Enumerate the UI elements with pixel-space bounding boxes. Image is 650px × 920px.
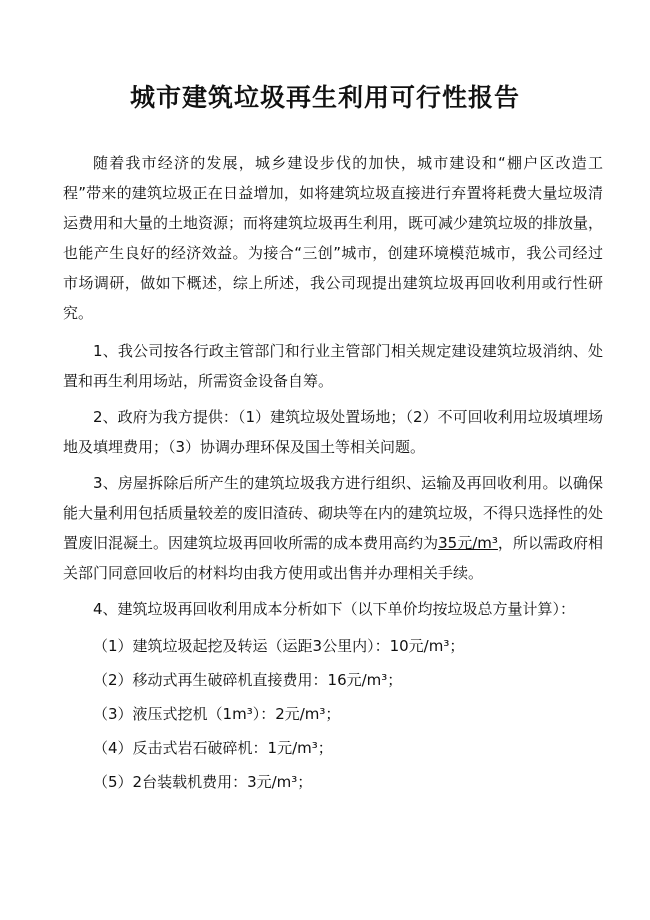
- cost-item: （2）移动式再生破碎机直接费用：16元/m³；: [93, 671, 403, 689]
- document-title: 城市建筑垃圾再生利用可行性报告: [129, 83, 520, 112]
- document-body: [63, 148, 603, 800]
- cost-item: （4）反击式岩石破碎机：1元/m³；: [93, 739, 333, 757]
- point-3-text-before: 3、房屋拆除后所产生的建筑垃圾我方进行组织、运输及再回收利用。以确保能大量利用包括质量较差的废旧渣砖、砌块等在内的建筑垃圾，不得只选择性的处置废旧混凝土。因建筑垃圾再回收所需的成本费用高约为: [63, 474, 604, 552]
- point-3-text-after: ，所以需政府相关部门同意回收后的材料均由我方使用或出售并办理相关手续。: [63, 534, 603, 582]
- cost-breakdown-list: [63, 630, 603, 800]
- point-4-paragraph: 4、建筑垃圾再回收利用成本分析如下（以下单价均按垃圾总方量计算）：: [93, 600, 576, 618]
- cost-item: （1）建筑垃圾起挖及转运（运距3公里内）：10元/m³；: [93, 637, 465, 655]
- cost-item: （3）液压式挖机（1m³）：2元/m³；: [93, 705, 341, 723]
- intro-paragraph: 随着我市经济的发展，城乡建设步伐的加快，城市建设和“棚户区改造工程”带来的建筑垃圾正在日益增加，如将建筑垃圾直接进行弃置将耗费大量垃圾清运费用和大量的土地资源；而将建筑垃圾再生利用，既可减少建筑垃圾的排放量，也能产生良好的经济效益。为接合“三创”城市，创建环境模范城市，我公司经过市场调研，做如下概述，综上所述，我公司现提出建筑垃圾再回收利用或行性研究。: [63, 154, 604, 322]
- cost-item: （5）2台装载机费用：3元/m³；: [93, 773, 313, 791]
- recycling-cost-value: 35元/m³: [438, 534, 498, 552]
- point-3-paragraph: [63, 468, 603, 588]
- point-2-paragraph: 2、政府为我方提供：（1）建筑垃圾处置场地；（2）不可回收利用垃圾填埋场地及填埋费用；（3）协调办理环保及国土等相关问题。: [63, 408, 603, 456]
- point-1-paragraph: 1、我公司按各行政主管部门和行业主管部门相关规定建设建筑垃圾消纳、处置和再生利用场站，所需资金设备自筹。: [63, 342, 603, 390]
